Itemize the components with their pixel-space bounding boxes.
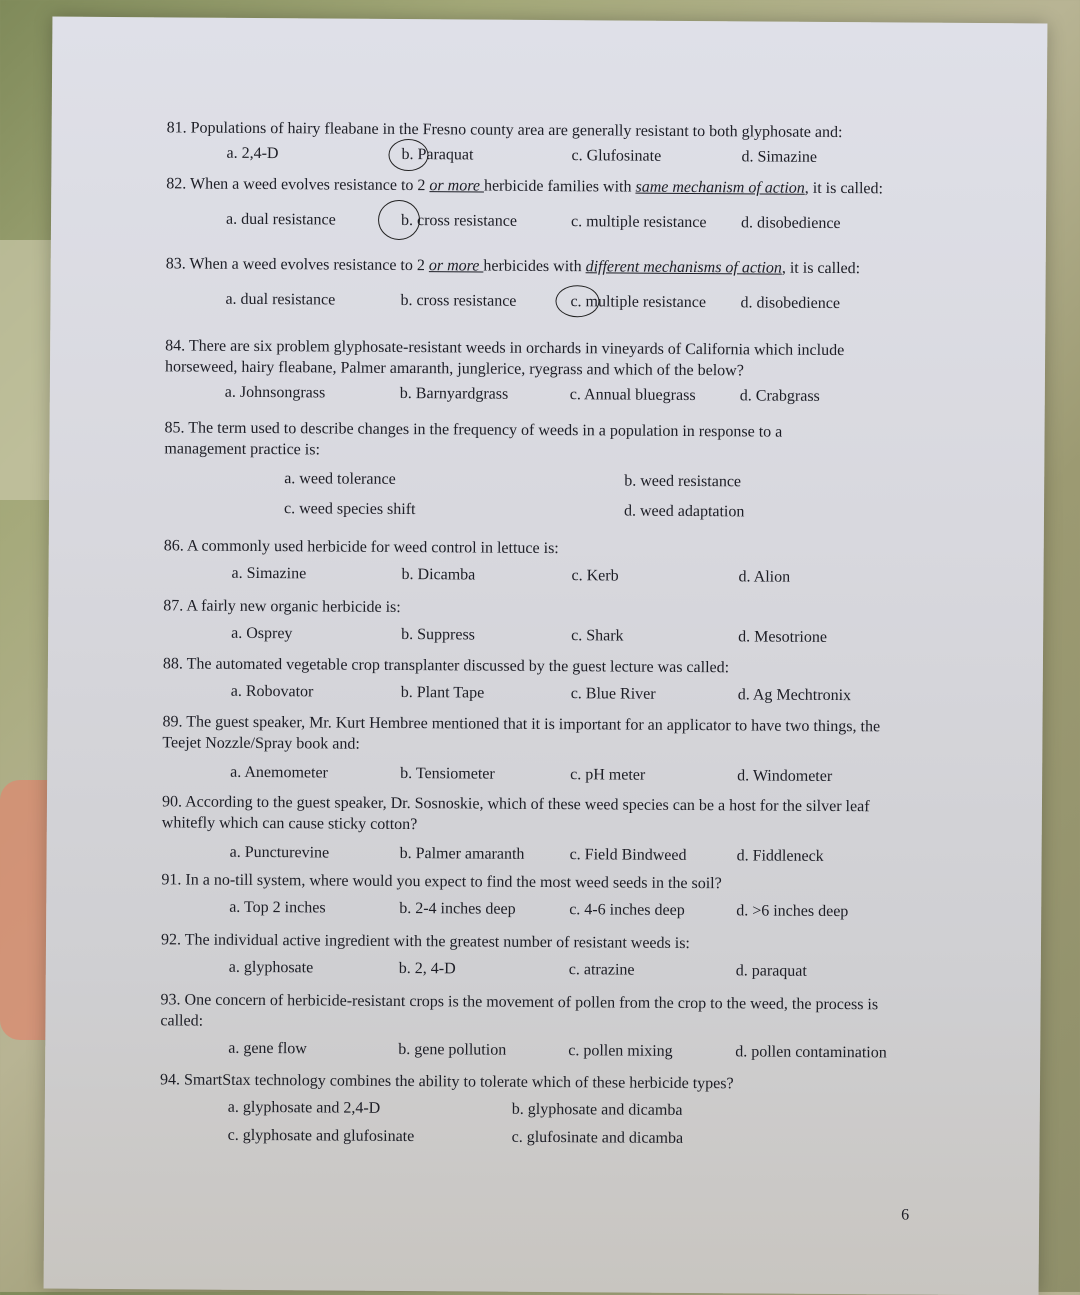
question-text: Populations of hairy fleabane in the Fresno county area are generally resistant to both glyphosate and: xyxy=(190,119,843,142)
question-number: 90. xyxy=(161,793,183,811)
option-c: c. Field Bindweed xyxy=(569,846,687,864)
exam-page xyxy=(44,17,1048,1295)
question-number: 89. xyxy=(162,713,183,731)
underlined-text: different mechanisms of action xyxy=(585,258,782,277)
option-a: a. gene flow xyxy=(228,1039,307,1058)
option-a: a. Top 2 inches xyxy=(229,898,326,917)
question-number: 82. xyxy=(166,175,187,193)
option-b: b. cross resistance xyxy=(400,291,517,310)
option-c: c. Kerb xyxy=(571,567,619,585)
page-number: 6 xyxy=(901,1206,910,1224)
question-90 xyxy=(162,791,883,872)
option-a: a. Johnsongrass xyxy=(224,383,326,402)
option-d: d. Mesotrione xyxy=(738,628,828,646)
question-text: A fairly new organic herbicide is: xyxy=(186,597,401,616)
option-b: b. Suppress xyxy=(401,625,475,644)
option-d: d. Ag Mechtronix xyxy=(737,686,852,705)
question-number: 85. xyxy=(164,419,185,437)
question-91 xyxy=(161,869,901,927)
question-text: There are six problem glyphosate-resistant weeds in orchards in vineyards of California which include horseweed, hairy fleabane, Palmer amaranth, junglerice, ryegrass and which of the below? xyxy=(164,337,845,380)
question-text-cont: herbicide families with xyxy=(483,177,636,196)
option-d: d. disobedience xyxy=(740,294,841,313)
option-c: c. Shark xyxy=(571,627,624,645)
question-94 xyxy=(160,1069,901,1155)
option-d: d. pollen contamination xyxy=(735,1043,887,1062)
question-number: 83. xyxy=(165,255,186,273)
question-85 xyxy=(164,417,865,528)
option-c: c. multiple resistance xyxy=(570,293,707,312)
option-a: a. Osprey xyxy=(231,624,293,643)
option-d: d. disobedience xyxy=(740,214,841,233)
question-number: 91. xyxy=(161,871,182,889)
option-c: c. pollen mixing xyxy=(568,1042,673,1060)
option-a: a. dual resistance xyxy=(225,290,336,309)
option-d: d. paraquat xyxy=(735,962,807,980)
question-text: The guest speaker, Mr. Kurt Hembree mentioned that it is important for an applicator to have two things, the Teejet Nozzle/Spray book and: xyxy=(162,713,881,753)
option-b: b. cross resistance xyxy=(400,211,518,230)
option-c: c. 4-6 inches deep xyxy=(569,901,685,919)
option-b: b. Barnyardgrass xyxy=(399,384,509,403)
option-d: d. >6 inches deep xyxy=(736,902,849,921)
question-text-end: , it is called: xyxy=(781,259,861,278)
question-83 xyxy=(165,253,905,319)
question-list xyxy=(159,117,927,1147)
option-c: c. Annual bluegrass xyxy=(569,386,696,405)
option-c: c. Glufosinate xyxy=(571,147,662,165)
option-d: d. Crabgrass xyxy=(739,387,820,405)
handwritten-circle-mark xyxy=(388,139,428,171)
question-81 xyxy=(166,117,946,173)
question-text: A commonly used herbicide for weed control in lettuce is: xyxy=(186,537,559,558)
option-b: b. glyphosate and dicamba xyxy=(511,1100,683,1119)
option-c: c. Blue River xyxy=(570,685,656,703)
question-84 xyxy=(165,335,885,412)
option-d: d. Fiddleneck xyxy=(736,847,824,865)
question-number: 84. xyxy=(165,337,186,355)
option-c: c. pH meter xyxy=(570,766,646,784)
question-text: When a weed evolves resistance to 2 xyxy=(189,255,429,275)
question-text: The individual active ingredient with the greatest number of resistant weeds is: xyxy=(184,931,690,953)
question-number: 86. xyxy=(163,537,184,555)
option-b: b. gene pollution xyxy=(398,1040,507,1059)
option-b: b. 2, 4-D xyxy=(398,959,456,978)
question-number: 92. xyxy=(160,931,182,949)
underlined-text: or more xyxy=(428,257,484,275)
question-text-cont: herbicides with xyxy=(483,257,586,276)
option-a: a. weed tolerance xyxy=(284,470,396,488)
question-text: SmartStax technology combines the ability to tolerate which of these herbicide types? xyxy=(183,1071,734,1093)
question-number: 88. xyxy=(162,655,183,673)
question-number: 87. xyxy=(163,597,184,615)
option-b: b. weed resistance xyxy=(624,472,742,491)
question-text: The term used to describe changes in the frequency of weeds in a population in response to a management practice is: xyxy=(164,419,783,459)
option-d: d. Simazine xyxy=(741,148,818,166)
option-b: b. 2-4 inches deep xyxy=(399,899,516,918)
option-d: d. Windometer xyxy=(737,767,833,786)
question-text: One concern of herbicide-resistant crops is the movement of pollen from the crop to the weed, the process is called: xyxy=(160,991,879,1030)
question-88 xyxy=(163,653,903,711)
option-a: a. Puncturevine xyxy=(229,843,330,862)
question-93 xyxy=(160,989,900,1068)
underlined-text: or more xyxy=(429,177,485,195)
question-text-end: , it is called: xyxy=(804,179,884,198)
option-b: b. Tensiometer xyxy=(400,764,495,783)
option-d: d. weed adaptation xyxy=(623,502,745,521)
question-text: The automated vegetable crop transplanter discussed by the guest lecture was called: xyxy=(186,655,730,677)
question-text: In a no-till system, where would you expect to find the most weed seeds in the soil? xyxy=(185,871,722,893)
option-a: a. Anemometer xyxy=(230,763,328,782)
handwritten-circle-mark xyxy=(555,285,599,317)
question-86 xyxy=(163,535,903,593)
option-a: a. glyphosate and 2,4-D xyxy=(227,1098,381,1117)
question-87 xyxy=(163,595,903,653)
question-number: 93. xyxy=(160,991,181,1009)
question-text: When a weed evolves resistance to 2 xyxy=(189,175,430,195)
option-c: c. glyphosate and glufosinate xyxy=(227,1126,415,1146)
option-b: b. Paraquat xyxy=(401,145,474,164)
option-c: c. multiple resistance xyxy=(570,213,707,232)
question-92 xyxy=(161,929,901,987)
option-a: a. Robovator xyxy=(230,682,314,701)
option-b: b. Plant Tape xyxy=(400,683,485,702)
option-a: a. dual resistance xyxy=(225,210,336,229)
underlined-text: same mechanism of action xyxy=(635,178,805,197)
question-number: 94. xyxy=(159,1071,181,1089)
question-89 xyxy=(162,711,883,792)
option-a: a. 2,4-D xyxy=(226,144,279,163)
option-a: a. glyphosate xyxy=(228,958,314,977)
option-c: c. weed species shift xyxy=(283,500,416,519)
option-b: b. Palmer amaranth xyxy=(399,844,525,863)
option-d: d. Alion xyxy=(738,568,791,586)
option-c2: c. glufosinate and dicamba xyxy=(511,1128,684,1147)
option-b: b. Dicamba xyxy=(401,565,476,584)
option-c: c. atrazine xyxy=(568,961,635,979)
handwritten-circle-mark xyxy=(378,200,420,240)
option-a: a. Simazine xyxy=(231,564,307,583)
question-text: According to the guest speaker, Dr. Sosnoskie, which of these weed species can be a host for the silver leaf whitefly which can cause sticky cotton? xyxy=(161,793,870,834)
question-number: 81. xyxy=(166,119,187,137)
question-82 xyxy=(166,173,906,239)
